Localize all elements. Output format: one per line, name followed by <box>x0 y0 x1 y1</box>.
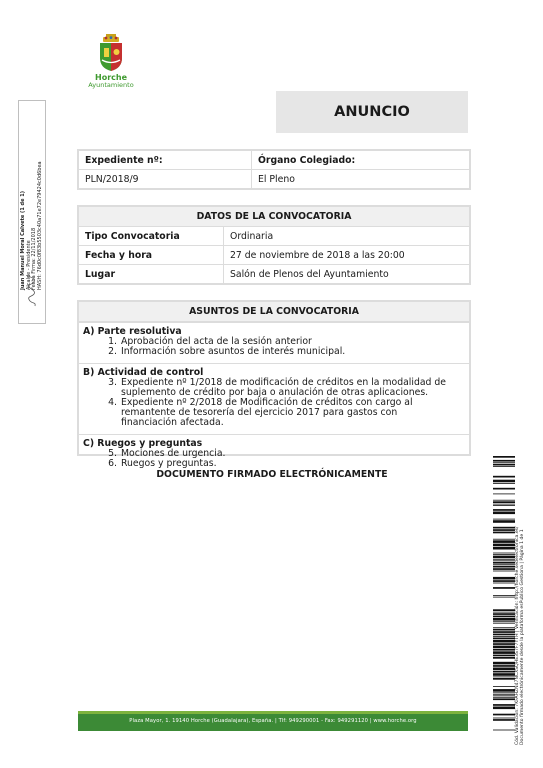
list-item <box>83 347 469 357</box>
table-row <box>79 226 469 245</box>
asuntos-table <box>77 300 471 469</box>
convocatoria-title: DATOS DE LA CONVOCATORIA <box>79 207 469 226</box>
item-text: Expediente nº 1/2018 de modificación de créditos en la modalidad de suplemento de crédito por baja o anulación de otras aplicaciones. <box>121 377 447 398</box>
signature-hash: HASH: 76d0c0f83b5503c40a71e72e79424c0d6bea <box>36 161 43 290</box>
page-footer: Plaza Mayor, 1. 19140 Horche (Guadalajara), España. | Tlf: 949290001 - Fax: 949291120 | www.horche.org <box>78 711 468 731</box>
lugar-label: Lugar <box>79 265 224 283</box>
logo-name: Horche <box>95 73 127 82</box>
expediente-value: PLN/2018/9 <box>79 170 252 188</box>
convocatoria-table <box>77 205 471 285</box>
item-text: Aprobación del acta de la sesión anterior <box>121 336 312 347</box>
handwritten-signature-icon <box>24 272 40 308</box>
verification-platform: Documento firmado electrónicamente desde la plataforma esPublico Gestiona | Página 1 de 1 <box>520 529 526 745</box>
section-actividad-control <box>79 363 469 434</box>
signer-name: Juan Manuel Moral Calvete (1 de 1) <box>20 190 26 290</box>
coat-of-arms-icon <box>96 34 126 72</box>
table-row <box>79 264 469 283</box>
fecha-value: 27 de noviembre de 2018 a las 20:00 <box>230 249 405 261</box>
tipo-label: Tipo Convocatoria <box>79 227 224 245</box>
municipality-logo <box>88 34 134 89</box>
fecha-label: Fecha y hora <box>79 246 224 264</box>
signature-date: Fecha Firma: 22/11/2018 <box>31 227 38 290</box>
item-text: Expediente nº 2/2018 de Modificación de créditos con cargo al remantente de tesorería del ejercicio 2017 para gastos con financiación afectada. <box>121 397 413 428</box>
table-row <box>79 245 469 264</box>
item-number: 1. <box>108 336 117 347</box>
item-number: 3. <box>108 377 117 388</box>
signed-document-note: DOCUMENTO FIRMADO ELECTRÓNICAMENTE <box>156 469 388 480</box>
item-number: 4. <box>108 397 117 408</box>
expediente-label: Expediente nº: <box>79 151 252 169</box>
section-parte-resolutiva <box>79 322 469 363</box>
tipo-value: Ordinaria <box>230 230 274 242</box>
expediente-table <box>77 149 471 190</box>
item-number: 6. <box>108 458 117 469</box>
item-text: Mociones de urgencia. <box>121 448 226 459</box>
table-row <box>79 151 469 169</box>
item-text: Ruegos y preguntas. <box>121 458 217 469</box>
organo-value: El Pleno <box>258 173 295 185</box>
section-title: A) Parte resolutiva <box>83 326 182 337</box>
list-item <box>83 459 469 469</box>
list-item <box>83 378 469 398</box>
section-title: C) Ruegos y preguntas <box>83 438 203 449</box>
barcode-icon <box>493 456 515 738</box>
verification-code: Cód. Validación: 7KFAHZN47NCXSQHE3S7F7YTH | Verificación: http://horche.sedelectronica.es/ <box>515 526 520 745</box>
section-title: B) Actividad de control <box>83 367 204 378</box>
document-heading: ANUNCIO <box>276 91 468 133</box>
list-item <box>83 398 469 428</box>
table-row <box>79 169 469 188</box>
item-text: Información sobre asuntos de interés municipal. <box>121 346 346 357</box>
item-number: 5. <box>108 448 117 459</box>
verification-text <box>515 526 526 745</box>
signer-role: Alcalde - Presidente <box>25 240 32 290</box>
logo-subtitle: Ayuntamiento <box>88 81 134 89</box>
organo-label: Órgano Colegiado: <box>258 154 356 166</box>
asuntos-title: ASUNTOS DE LA CONVOCATORIA <box>79 302 469 322</box>
item-number: 2. <box>108 346 117 357</box>
lugar-value: Salón de Plenos del Ayuntamiento <box>230 268 389 280</box>
signature-details <box>21 161 43 290</box>
